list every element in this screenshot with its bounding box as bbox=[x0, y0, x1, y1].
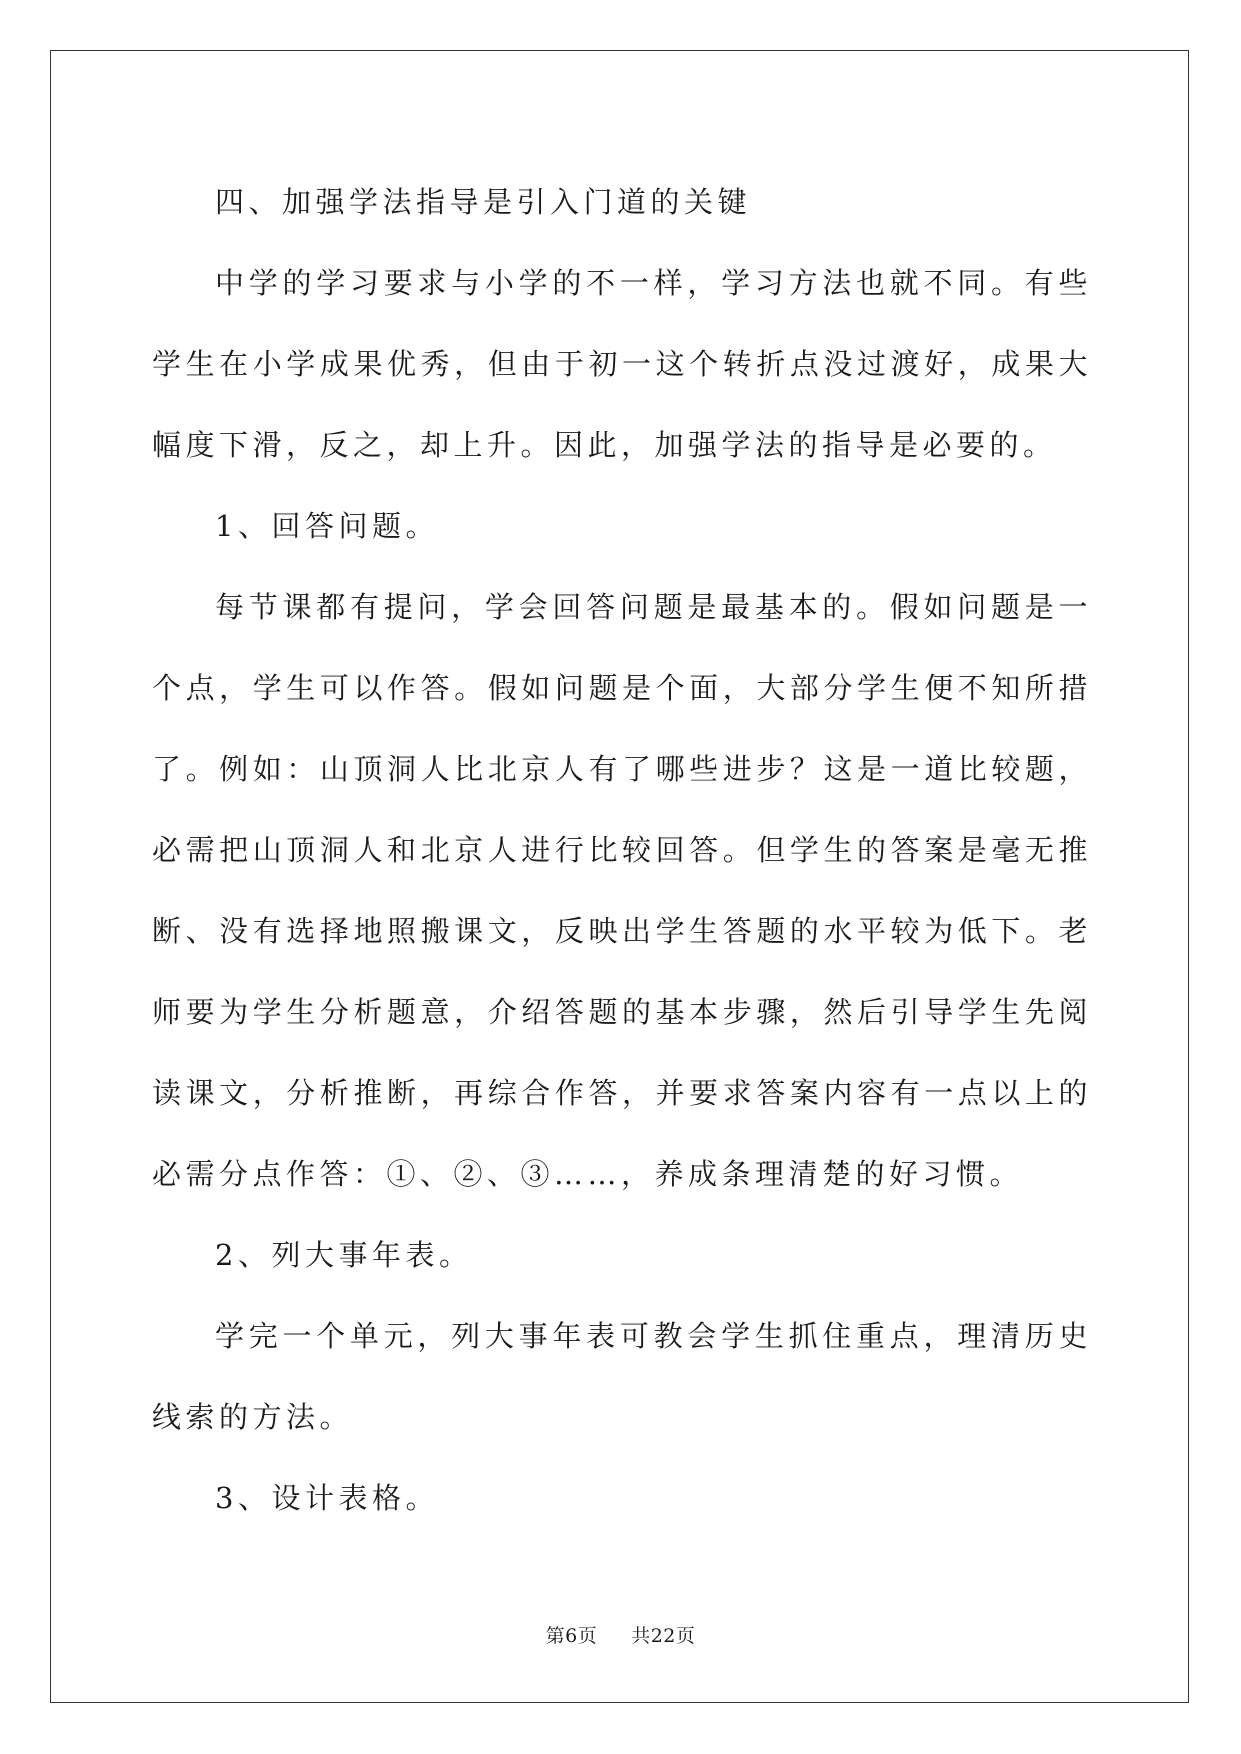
subheading-design-tables: 3、设计表格。 bbox=[215, 1481, 439, 1515]
section-heading: 四、加强学法指导是引入门道的关键 bbox=[215, 185, 752, 219]
total-page-count: 共22页 bbox=[631, 1625, 696, 1647]
document-body bbox=[152, 162, 1092, 1539]
subheading-chronology: 2、列大事年表。 bbox=[215, 1238, 473, 1272]
subheading-answer-questions: 1、回答问题。 bbox=[215, 509, 439, 543]
current-page-number: 第6页 bbox=[545, 1625, 598, 1647]
paragraph-chronology: 学完一个单元，列大事年表可教会学生抓住重点，理清历史线索的方法。 bbox=[152, 1319, 1092, 1434]
page-footer bbox=[0, 1621, 1241, 1648]
paragraph-answer-questions: 每节课都有提问，学会回答问题是最基本的。假如问题是一个点，学生可以作答。假如问题是个面，大部分学生便不知所措了。例如：山顶洞人比北京人有了哪些进步？这是一道比较题，必需把山顶洞人和北京人进行比较回答。但学生的答案是毫无推断、没有选择地照搬课文，反映出学生答题的水平较为低下。老师要为学生分析题意，介绍答题的基本步骤，然后引导学生先阅读课文，分析推断，再综合作答，并要求答案内容有一点以上的必需分点作答：①、②、③……，养成条理清楚的好习惯。 bbox=[152, 590, 1092, 1191]
paragraph-intro: 中学的学习要求与小学的不一样，学习方法也就不同。有些学生在小学成果优秀，但由于初一这个转折点没过渡好，成果大幅度下滑，反之，却上升。因此，加强学法的指导是必要的。 bbox=[152, 266, 1092, 462]
